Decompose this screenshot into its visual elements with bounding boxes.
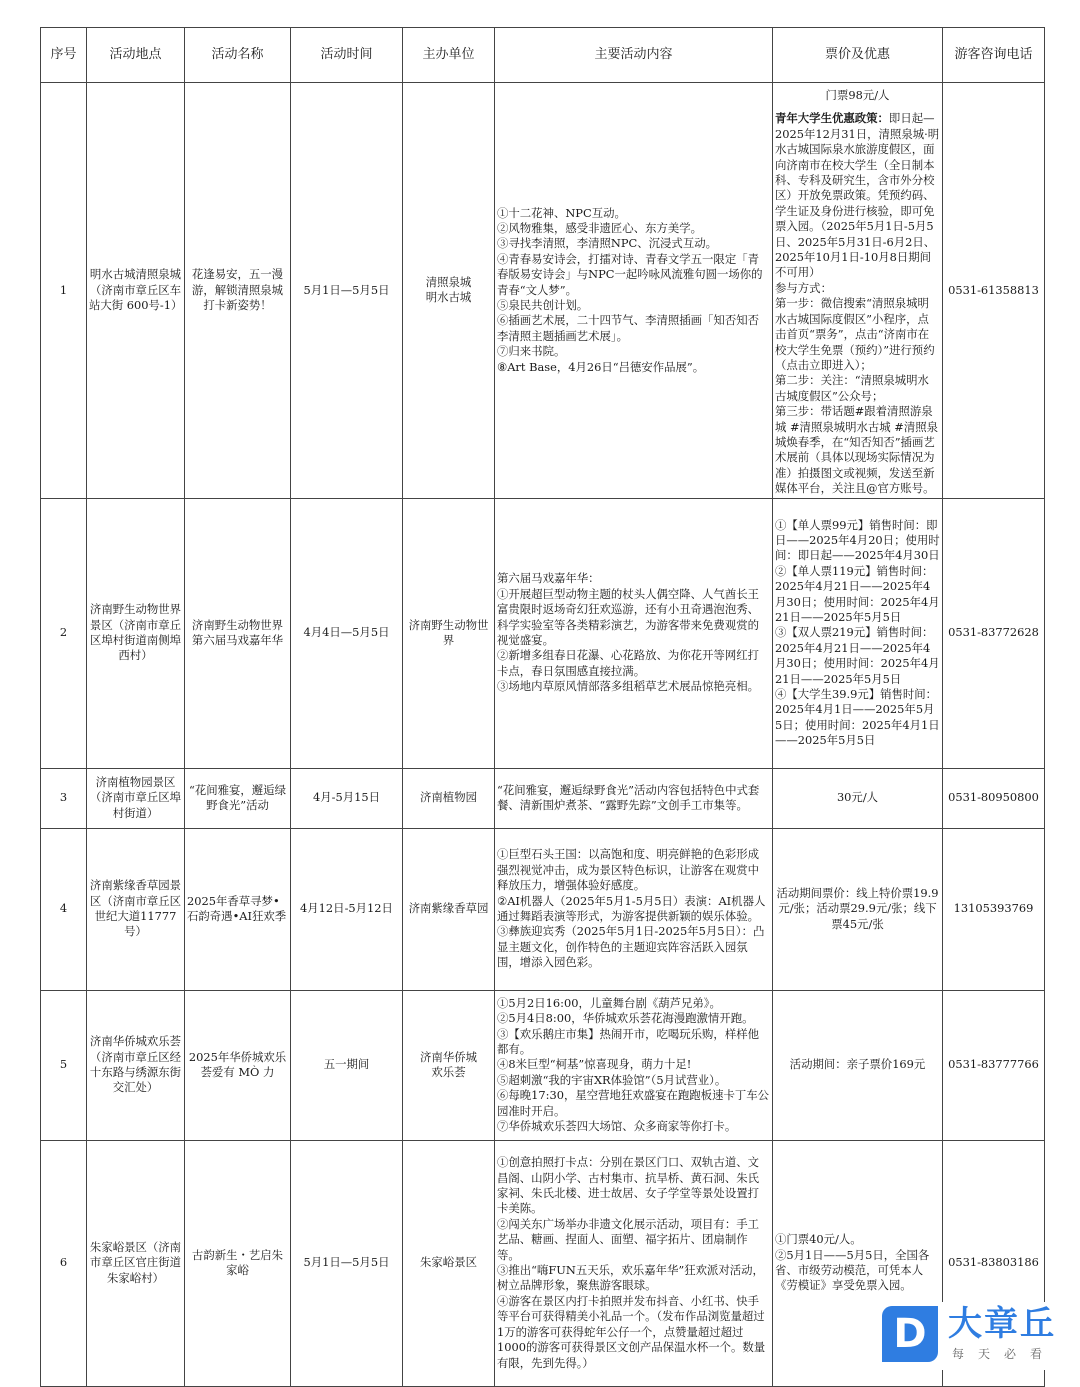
cell-time: 5月1日—5月5日 [291, 83, 403, 499]
header-time: 活动时间 [291, 28, 403, 83]
header-seq: 序号 [41, 28, 87, 83]
cell-content: ①创意拍照打卡点：分别在景区门口、双轨古道、文昌阁、山阴小学、古村集市、抗旱桥、黄石洞、朱氏家祠、朱氏北楼、进士故居、女子学堂等景处设置打卡美陈。 ②闯关东广场举办非遗文化展示活动，项目有：手工艺品、糖画、捏面人、面塑、福字拓片、团扇制作等。 ③推出“嗨FUN五天乐，欢乐嘉年华”狂欢派对活动，树立品牌形象，聚焦游客眼球。 ④游客在景区内打卡拍照并发布抖音、小红书、快手等平台可获得精美小礼品一个。（发布作品浏览量超过1万的游客可获得蛇年公仔一个，点赞量超过超过1000的游客可获得景区文创产品保温水杯一个。数量有限，先到先得。） [495, 1140, 773, 1386]
table-row [41, 768, 1045, 828]
cell-organizer: 济南野生动物世界 [403, 498, 495, 768]
cell-time: 4月4日—5月5日 [291, 498, 403, 768]
logo-brand-name: 大章丘 [948, 1304, 1056, 1344]
cell-phone: 0531-61358813 [943, 83, 1045, 499]
cell-name: 2025年香草寻梦•石韵奇遇•AI狂欢季 [185, 828, 291, 990]
table-row [41, 990, 1045, 1140]
table-row [41, 498, 1045, 768]
cell-location: 济南野生动物世界景区（济南市章丘区埠村街道南侧埠西村） [87, 498, 185, 768]
logo-badge-icon [882, 1306, 938, 1362]
cell-price: 活动期间票价：线上特价票19.9元/张；活动票29.9元/张；线下票45元/张 [773, 828, 943, 990]
header-price: 票价及优惠 [773, 28, 943, 83]
cell-content: ①十二花神、NPC互动。 ②风物雅集，感受非遗匠心、东方美学。 ③寻找李清照，李清照NPC、沉浸式互动。 ④青春易安诗会，打擂对诗、青春文学五一限定「青春版易安诗会」与NPC一起吟咏风流雅句圆一场你的青春“文人梦”。 ⑤泉民共创计划。 ⑥插画艺术展，二十四节气、李清照插画「知否知否李清照主题插画艺术展」。 ⑦归来书院。 ⑧Art Base，4月26日“吕德安作品展”。 [495, 83, 773, 499]
cell-price: 30元/人 [773, 768, 943, 828]
cell-content: ①巨型石头王国：以高饱和度、明亮鲜艳的色彩形成强烈视觉冲击，成为景区特色标识，让游客在观赏中释放压力，增强体验好感度。 ②AI机器人（2025年5月1-5月5日）表演：AI机器人通过舞蹈表演等形式，为游客提供新颖的娱乐体验。 ③彝族迎宾秀（2025年5月1日-2025年5月5日）：凸显主题文化，创作特色的主题迎宾阵容活跃入园氛围，增添入园色彩。 [495, 828, 773, 990]
cell-organizer: 济南紫缘香草园 [403, 828, 495, 990]
header-name: 活动名称 [185, 28, 291, 83]
cell-seq: 6 [41, 1140, 87, 1386]
cell-price [773, 83, 943, 499]
cell-location: 明水古城清照泉城（济南市章丘区车站大街 600号-1） [87, 83, 185, 499]
header-content: 主要活动内容 [495, 28, 773, 83]
cell-content: ①5月2日16:00，儿童舞台剧《葫芦兄弟》。 ②5月4日8:00，华侨城欢乐荟花海漫跑激情开跑。 ③【欢乐鹅庄市集】热闹开市，吃喝玩乐购，样样他都有。 ④8米巨型“柯基”惊喜现身，萌力十足! ⑤超刺激“我的宇宙XR体验馆”（5月试营业）。 ⑥每晚17:30，星空营地狂欢盛宴在跑跑板速卡丁车公园准时开启。 ⑦华侨城欢乐荟四大场馆、众多商家等你打卡。 [495, 990, 773, 1140]
activity-table [40, 27, 1045, 1387]
header-location: 活动地点 [87, 28, 185, 83]
cell-seq: 2 [41, 498, 87, 768]
cell-content: “花间雅宴，邂逅绿野食光”活动内容包括特色中式套餐、清新围炉煮茶、“露野先踪”文创手工市集等。 [495, 768, 773, 828]
cell-seq: 3 [41, 768, 87, 828]
cell-name: 2025年华侨城欢乐荟爱有 MÒ 力 [185, 990, 291, 1140]
cell-phone: 0531-83803186 [943, 1140, 1045, 1386]
cell-phone: 13105393769 [943, 828, 1045, 990]
table-row [41, 828, 1045, 990]
cell-name: 花逢易安，五一漫游，解锁清照泉城打卡新姿势！ [185, 83, 291, 499]
cell-time: 5月1日—5月5日 [291, 1140, 403, 1386]
header-row [41, 28, 1045, 83]
cell-price: 活动期间：亲子票价169元 [773, 990, 943, 1140]
cell-location: 济南华侨城欢乐荟（济南市章丘区经十东路与绣源东街交汇处） [87, 990, 185, 1140]
cell-location: 济南紫缘香草园景区（济南市章丘区世纪大道11777号） [87, 828, 185, 990]
cell-organizer: 济南植物园 [403, 768, 495, 828]
brand-logo [876, 1302, 1080, 1370]
price-head: 门票98元/人 [825, 88, 890, 102]
cell-name: 济南野生动物世界第六届马戏嘉年华 [185, 498, 291, 768]
cell-time: 4月12日-5月12日 [291, 828, 403, 990]
cell-phone: 0531-83777766 [943, 990, 1045, 1140]
cell-content: 第六届马戏嘉年华： ①开展超巨型动物主题的杖头人偶空降、人气酋长王富贵限时返场奇幻狂欢巡游，还有小丑奇遇泡泡秀、科学实验室等各类精彩演艺，为游客带来免费观赏的视觉盛宴。 ②新增多组春日花瀑、心花路放、为你花开等网红打卡点，春日氛围感直接拉满。 ③场地内草原风情部落多组稻草艺术展品惊艳亮相。 [495, 498, 773, 768]
policy-text: 即日起—2025年12月31日，清照泉城·明水古城国际泉水旅游度假区，面向济南市在校大学生（全日制本科、专科及研究生，含市外分校区）开放免票政策。凭预约码、学生证及身份进行核验，即可免票入园。（2025年5月1日-5月5日、2025年5月31日-6月2日、2025年10月1日-10月8日期间不可用） 参与方式： 第一步：微信搜索“清照泉城明水古城国际度假区”小程序，点击首页“票务”，点击“济南市在校大学生免票（预约）”进行预约（点击立即进入）； 第二步：关注：“清照泉城明水古城度假区”公众号； 第三步：带话题#跟着清照游泉城 #清照泉城明水古城 #清照泉城焕春季，在“知否知否”插画艺术展前（具体以现场实际情况为准）拍摄图文或视频，发送至新媒体平台，关注且@官方账号。 [775, 111, 940, 496]
cell-location: 朱家峪景区（济南市章丘区官庄街道朱家峪村） [87, 1140, 185, 1386]
header-organizer: 主办单位 [403, 28, 495, 83]
cell-time: 4月-5月15日 [291, 768, 403, 828]
cell-name: 古韵新生・艺启朱家峪 [185, 1140, 291, 1386]
cell-phone: 0531-83772628 [943, 498, 1045, 768]
cell-phone: 0531-80950800 [943, 768, 1045, 828]
cell-name: “花间雅宴，邂逅绿野食光”活动 [185, 768, 291, 828]
cell-price: ①【单人票99元】销售时间：即日——2025年4月20日；使用时间：即日起——2025年4月30日 ②【单人票119元】销售时间：2025年4月21日——2025年4月30日；使用时间：2025年4月21日——2025年5月5日 ③【双人票219元】销售时间：2025年4月21日——2025年4月30日；使用时间：2025年4月21日——2025年5月5日 ④【大学生39.9元】销售时间：2025年4月1日——2025年5月5日；使用时间：2025年4月1日——2025年5月5日 [773, 498, 943, 768]
cell-price: ①门票40元/人。 ②5月1日——5月5日，全国各省、市级劳动模范，可凭本人《劳模证》享受免票入园。 [773, 1140, 943, 1386]
cell-organizer: 清照泉城 明水古城 [403, 83, 495, 499]
cell-time: 五一期间 [291, 990, 403, 1140]
cell-seq: 1 [41, 83, 87, 499]
cell-organizer: 济南华侨城 欢乐荟 [403, 990, 495, 1140]
cell-seq: 5 [41, 990, 87, 1140]
logo-badge-letter: D [893, 1311, 927, 1357]
header-phone: 游客咨询电话 [943, 28, 1045, 83]
logo-slogan: 每天必看 [952, 1347, 1057, 1361]
cell-location: 济南植物园景区（济南市章丘区埠村街道） [87, 768, 185, 828]
cell-seq: 4 [41, 828, 87, 990]
cell-organizer: 朱家峪景区 [403, 1140, 495, 1386]
policy-title: 青年大学生优惠政策： [775, 111, 889, 126]
table-row [41, 83, 1045, 499]
